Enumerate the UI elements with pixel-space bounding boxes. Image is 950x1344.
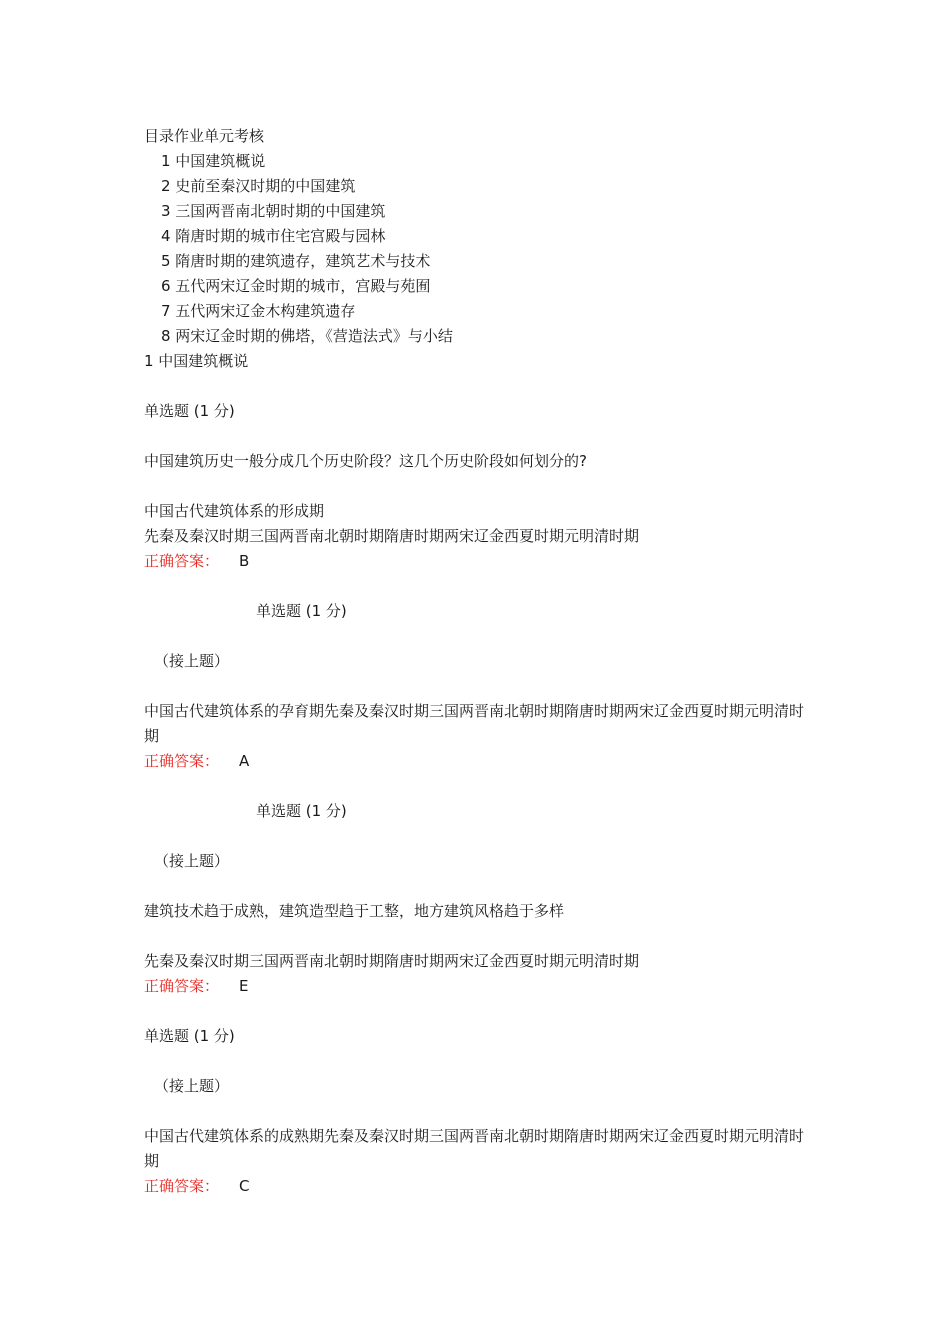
question-1-answer	[144, 549, 824, 574]
question-2-type: 单选题 (1 分)	[256, 602, 347, 620]
document-page	[144, 124, 824, 1199]
answer-label: 正确答案：	[144, 752, 220, 770]
question-2-prompt: （接上题）	[154, 652, 230, 670]
question-3-stem: 建筑技术趋于成熟，建筑造型趋于工整，地方建筑风格趋于多样	[144, 902, 565, 920]
toc-item-5[interactable]: 5 隋唐时期的建筑遗存，建筑艺术与技术	[161, 252, 431, 270]
toc-item-1[interactable]: 1 中国建筑概说	[161, 152, 266, 170]
question-1-options: 先秦及秦汉时期三国两晋南北朝时期隋唐时期两宋辽金西夏时期元明清时期	[144, 527, 640, 545]
question-3-type: 单选题 (1 分)	[256, 802, 347, 820]
question-1-type: 单选题 (1 分)	[144, 402, 235, 420]
question-1-prompt: 中国建筑历史一般分成几个历史阶段？这几个历史阶段如何划分的?	[144, 452, 587, 470]
answer-label: 正确答案：	[144, 977, 220, 995]
question-3-prompt: （接上题）	[154, 852, 230, 870]
toc-item-3[interactable]: 3 三国两晋南北朝时期的中国建筑	[161, 202, 386, 220]
toc-title: 目录作业单元考核	[144, 127, 265, 145]
question-2-body: 中国古代建筑体系的孕育期先秦及秦汉时期三国两晋南北朝时期隋唐时期两宋辽金西夏时期元明清时期	[144, 702, 805, 745]
toc-item-8[interactable]: 8 两宋辽金时期的佛塔，《营造法式》与小结	[161, 327, 453, 345]
question-3-answer	[144, 974, 824, 999]
question-2-answer	[144, 749, 824, 774]
question-4-type: 单选题 (1 分)	[144, 1027, 235, 1045]
toc-item-7[interactable]: 7 五代两宋辽金木构建筑遗存	[161, 302, 356, 320]
answer-label: 正确答案：	[144, 1177, 220, 1195]
question-4-body: 中国古代建筑体系的成熟期先秦及秦汉时期三国两晋南北朝时期隋唐时期两宋辽金西夏时期元明清时期	[144, 1127, 805, 1170]
question-1-stem: 中国古代建筑体系的形成期	[144, 502, 325, 520]
answer-value: A	[239, 752, 250, 770]
answer-value: B	[239, 552, 250, 570]
toc-item-4[interactable]: 4 隋唐时期的城市住宅宫殿与园林	[161, 227, 386, 245]
answer-label: 正确答案：	[144, 552, 220, 570]
section-heading: 1 中国建筑概说	[144, 352, 249, 370]
question-3-options: 先秦及秦汉时期三国两晋南北朝时期隋唐时期两宋辽金西夏时期元明清时期	[144, 952, 640, 970]
answer-value: C	[239, 1177, 250, 1195]
question-4-prompt: （接上题）	[154, 1077, 230, 1095]
toc-item-6[interactable]: 6 五代两宋辽金时期的城市，宫殿与苑囿	[161, 277, 431, 295]
toc-item-2[interactable]: 2 史前至秦汉时期的中国建筑	[161, 177, 356, 195]
question-4-answer	[144, 1174, 824, 1199]
answer-value: E	[239, 977, 249, 995]
